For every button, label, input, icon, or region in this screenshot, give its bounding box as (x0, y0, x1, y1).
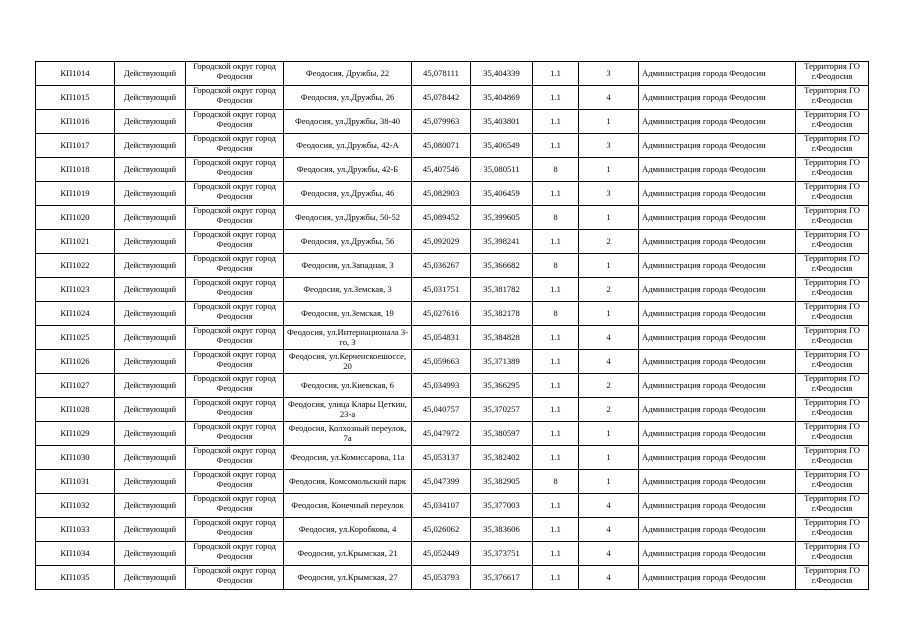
cell-id: КП1035 (36, 566, 115, 590)
cell-territory: Территория ГО г.Феодосия (796, 302, 869, 326)
cell-territory: Территория ГО г.Феодосия (796, 422, 869, 446)
cell-id: КП1021 (36, 230, 115, 254)
cell-place: Городской округ город Феодосия (186, 110, 284, 134)
cell-territory: Территория ГО г.Феодосия (796, 134, 869, 158)
cell-latitude: 45,053137 (412, 446, 471, 470)
cell-longitude: 35,399605 (471, 206, 533, 230)
cell-owner: Администрация города Феодосии (639, 134, 796, 158)
cell-address: Феодосия, ул.Дружбы, 46 (284, 182, 412, 206)
cell-territory: Территория ГО г.Феодосия (796, 158, 869, 182)
cell-status: Действующий (115, 254, 186, 278)
cell-longitude: 35,382178 (471, 302, 533, 326)
cell-owner: Администрация города Феодосии (639, 446, 796, 470)
table-row (36, 206, 869, 230)
cell-longitude: 35,403801 (471, 110, 533, 134)
cell-count: 4 (579, 494, 639, 518)
table-row (36, 182, 869, 206)
cell-territory: Территория ГО г.Феодосия (796, 206, 869, 230)
cell-count: 1 (579, 470, 639, 494)
cell-latitude: 45,079963 (412, 110, 471, 134)
cell-count: 4 (579, 518, 639, 542)
cell-code: 1.1 (533, 350, 579, 374)
cell-count: 1 (579, 446, 639, 470)
cell-latitude: 45,089452 (412, 206, 471, 230)
cell-code: 1.1 (533, 278, 579, 302)
cell-address: Феодосия, ул.Крымская, 27 (284, 566, 412, 590)
cell-latitude: 45,052449 (412, 542, 471, 566)
cell-owner: Администрация города Феодосии (639, 110, 796, 134)
cell-longitude: 35,383606 (471, 518, 533, 542)
cell-owner: Администрация города Феодосии (639, 158, 796, 182)
cell-latitude: 45,034993 (412, 374, 471, 398)
cell-status: Действующий (115, 230, 186, 254)
cell-place: Городской округ город Феодосия (186, 134, 284, 158)
cell-place: Городской округ город Феодосия (186, 566, 284, 590)
cell-place: Городской округ город Феодосия (186, 470, 284, 494)
cell-longitude: 35,382905 (471, 470, 533, 494)
cell-place: Городской округ город Феодосия (186, 302, 284, 326)
cell-latitude: 45,053793 (412, 566, 471, 590)
cell-code: 1.1 (533, 518, 579, 542)
cell-address: Феодосия, ул.Дружбы, 38-40 (284, 110, 412, 134)
cell-address: Феодосия, Колхозный переулок, 7а (284, 422, 412, 446)
table-row (36, 470, 869, 494)
cell-address: Феодосия, Конечный переулок (284, 494, 412, 518)
cell-code: 1.1 (533, 182, 579, 206)
cell-status: Действующий (115, 374, 186, 398)
cell-status: Действующий (115, 470, 186, 494)
cell-count: 1 (579, 254, 639, 278)
cell-code: 1.1 (533, 326, 579, 350)
cell-count: 2 (579, 374, 639, 398)
cell-territory: Территория ГО г.Феодосия (796, 494, 869, 518)
cell-owner: Администрация города Феодосии (639, 206, 796, 230)
cell-latitude: 45,034107 (412, 494, 471, 518)
cell-owner: Администрация города Феодосии (639, 62, 796, 86)
cell-place: Городской округ город Феодосия (186, 518, 284, 542)
cell-status: Действующий (115, 158, 186, 182)
cell-latitude: 45,031751 (412, 278, 471, 302)
cell-owner: Администрация города Феодосии (639, 182, 796, 206)
table-row (36, 230, 869, 254)
cell-status: Действующий (115, 182, 186, 206)
cell-territory: Территория ГО г.Феодосия (796, 86, 869, 110)
table-row (36, 518, 869, 542)
cell-owner: Администрация города Феодосии (639, 254, 796, 278)
cell-count: 2 (579, 278, 639, 302)
cell-territory: Территория ГО г.Феодосия (796, 398, 869, 422)
cell-owner: Администрация города Феодосии (639, 494, 796, 518)
cell-id: КП1026 (36, 350, 115, 374)
cell-status: Действующий (115, 518, 186, 542)
cell-owner: Администрация города Феодосии (639, 86, 796, 110)
table-row (36, 254, 869, 278)
cell-place: Городской округ город Феодосия (186, 446, 284, 470)
cell-code: 1.1 (533, 86, 579, 110)
cell-status: Действующий (115, 350, 186, 374)
cell-territory: Территория ГО г.Феодосия (796, 326, 869, 350)
cell-count: 3 (579, 134, 639, 158)
cell-id: КП1018 (36, 158, 115, 182)
cell-latitude: 45,092029 (412, 230, 471, 254)
cell-territory: Территория ГО г.Феодосия (796, 374, 869, 398)
cell-owner: Администрация города Феодосии (639, 278, 796, 302)
cell-id: КП1033 (36, 518, 115, 542)
cell-address: Феодосия, ул.Комиссарова, 11а (284, 446, 412, 470)
cell-count: 4 (579, 350, 639, 374)
cell-code: 1.1 (533, 422, 579, 446)
cell-id: КП1025 (36, 326, 115, 350)
cell-territory: Территория ГО г.Феодосия (796, 542, 869, 566)
cell-longitude: 35,373751 (471, 542, 533, 566)
cell-owner: Администрация города Феодосии (639, 398, 796, 422)
cell-code: 8 (533, 470, 579, 494)
table-row (36, 326, 869, 350)
cell-latitude: 45,059663 (412, 350, 471, 374)
cell-address: Феодосия, ул.Земская, 19 (284, 302, 412, 326)
cell-longitude: 35,406549 (471, 134, 533, 158)
table-row (36, 494, 869, 518)
cell-latitude: 45,047399 (412, 470, 471, 494)
cell-status: Действующий (115, 494, 186, 518)
table-row (36, 398, 869, 422)
cell-id: КП1032 (36, 494, 115, 518)
cell-address: Феодосия, ул.Дружбы, 50-52 (284, 206, 412, 230)
cell-status: Действующий (115, 302, 186, 326)
cell-place: Городской округ город Феодосия (186, 158, 284, 182)
cell-territory: Территория ГО г.Феодосия (796, 518, 869, 542)
cell-id: КП1024 (36, 302, 115, 326)
cell-code: 1.1 (533, 494, 579, 518)
cell-place: Городской округ город Феодосия (186, 182, 284, 206)
cell-count: 4 (579, 542, 639, 566)
cell-owner: Администрация города Феодосии (639, 326, 796, 350)
cell-place: Городской округ город Феодосия (186, 374, 284, 398)
cell-status: Действующий (115, 422, 186, 446)
cell-latitude: 45,407546 (412, 158, 471, 182)
registry-table (35, 61, 869, 590)
cell-count: 4 (579, 86, 639, 110)
cell-owner: Администрация города Феодосии (639, 518, 796, 542)
cell-code: 1.1 (533, 398, 579, 422)
cell-longitude: 35,080511 (471, 158, 533, 182)
cell-code: 1.1 (533, 542, 579, 566)
cell-id: КП1023 (36, 278, 115, 302)
table-row (36, 62, 869, 86)
cell-code: 1.1 (533, 566, 579, 590)
cell-id: КП1015 (36, 86, 115, 110)
cell-territory: Территория ГО г.Феодосия (796, 254, 869, 278)
cell-latitude: 45,047972 (412, 422, 471, 446)
cell-latitude: 45,078442 (412, 86, 471, 110)
cell-code: 1.1 (533, 62, 579, 86)
cell-status: Действующий (115, 326, 186, 350)
cell-place: Городской округ город Феодосия (186, 494, 284, 518)
cell-longitude: 35,371389 (471, 350, 533, 374)
cell-owner: Администрация города Феодосии (639, 470, 796, 494)
cell-longitude: 35,398241 (471, 230, 533, 254)
cell-count: 2 (579, 398, 639, 422)
table-row (36, 422, 869, 446)
cell-id: КП1019 (36, 182, 115, 206)
cell-address: Феодосия, ул.Крымская, 21 (284, 542, 412, 566)
cell-status: Действующий (115, 134, 186, 158)
table-row (36, 302, 869, 326)
cell-latitude: 45,026062 (412, 518, 471, 542)
cell-owner: Администрация города Феодосии (639, 542, 796, 566)
cell-latitude: 45,080071 (412, 134, 471, 158)
cell-address: Феодосия, ул.Коробкова, 4 (284, 518, 412, 542)
cell-territory: Территория ГО г.Феодосия (796, 350, 869, 374)
cell-territory: Территория ГО г.Феодосия (796, 278, 869, 302)
cell-place: Городской округ город Феодосия (186, 350, 284, 374)
cell-id: КП1034 (36, 542, 115, 566)
cell-longitude: 35,370257 (471, 398, 533, 422)
cell-code: 8 (533, 158, 579, 182)
cell-status: Действующий (115, 278, 186, 302)
cell-owner: Администрация города Феодосии (639, 302, 796, 326)
cell-owner: Администрация города Феодосии (639, 374, 796, 398)
table-row (36, 134, 869, 158)
cell-code: 1.1 (533, 134, 579, 158)
cell-territory: Территория ГО г.Феодосия (796, 182, 869, 206)
cell-latitude: 45,040757 (412, 398, 471, 422)
cell-longitude: 35,366295 (471, 374, 533, 398)
cell-territory: Территория ГО г.Феодосия (796, 62, 869, 86)
cell-longitude: 35,381782 (471, 278, 533, 302)
cell-address: Феодосия, Дружбы, 22 (284, 62, 412, 86)
cell-latitude: 45,027616 (412, 302, 471, 326)
document-page (35, 61, 869, 590)
cell-longitude: 35,366682 (471, 254, 533, 278)
cell-place: Городской округ город Феодосия (186, 326, 284, 350)
cell-owner: Администрация города Феодосии (639, 422, 796, 446)
cell-id: КП1029 (36, 422, 115, 446)
cell-latitude: 45,082903 (412, 182, 471, 206)
registry-table-body (36, 62, 869, 590)
cell-address: Феодосия, ул.Земская, 3 (284, 278, 412, 302)
cell-status: Действующий (115, 566, 186, 590)
cell-address: Феодосия, ул.Дружбы, 42-Б (284, 158, 412, 182)
cell-code: 1.1 (533, 374, 579, 398)
cell-count: 1 (579, 158, 639, 182)
cell-count: 1 (579, 206, 639, 230)
table-row (36, 374, 869, 398)
table-row (36, 566, 869, 590)
cell-latitude: 45,036267 (412, 254, 471, 278)
cell-territory: Территория ГО г.Феодосия (796, 446, 869, 470)
cell-count: 1 (579, 110, 639, 134)
cell-status: Действующий (115, 206, 186, 230)
cell-code: 8 (533, 254, 579, 278)
cell-id: КП1027 (36, 374, 115, 398)
cell-longitude: 35,380597 (471, 422, 533, 446)
table-row (36, 158, 869, 182)
cell-longitude: 35,376617 (471, 566, 533, 590)
cell-territory: Территория ГО г.Феодосия (796, 470, 869, 494)
cell-owner: Администрация города Феодосии (639, 230, 796, 254)
cell-place: Городской округ город Феодосия (186, 230, 284, 254)
table-row (36, 86, 869, 110)
cell-territory: Территория ГО г.Феодосия (796, 230, 869, 254)
cell-id: КП1030 (36, 446, 115, 470)
cell-count: 4 (579, 566, 639, 590)
cell-longitude: 35,404869 (471, 86, 533, 110)
cell-territory: Территория ГО г.Феодосия (796, 566, 869, 590)
cell-status: Действующий (115, 542, 186, 566)
table-row (36, 350, 869, 374)
cell-address: Феодосия, Комсомольский парк (284, 470, 412, 494)
cell-address: Феодосия, ул.Киевская, 6 (284, 374, 412, 398)
cell-latitude: 45,054831 (412, 326, 471, 350)
cell-place: Городской округ город Феодосия (186, 254, 284, 278)
cell-code: 8 (533, 206, 579, 230)
table-row (36, 542, 869, 566)
cell-address: Феодосия, ул.Дружбы, 42-А (284, 134, 412, 158)
cell-place: Городской округ город Феодосия (186, 206, 284, 230)
cell-count: 1 (579, 422, 639, 446)
cell-count: 3 (579, 182, 639, 206)
cell-id: КП1031 (36, 470, 115, 494)
cell-code: 1.1 (533, 110, 579, 134)
cell-place: Городской округ город Феодосия (186, 542, 284, 566)
cell-status: Действующий (115, 398, 186, 422)
table-row (36, 278, 869, 302)
cell-address: Феодосия, улица Клары Цеткин, 23-а (284, 398, 412, 422)
cell-longitude: 35,377003 (471, 494, 533, 518)
cell-count: 3 (579, 62, 639, 86)
cell-status: Действующий (115, 110, 186, 134)
cell-id: КП1017 (36, 134, 115, 158)
cell-id: КП1016 (36, 110, 115, 134)
cell-status: Действующий (115, 86, 186, 110)
cell-status: Действующий (115, 62, 186, 86)
cell-address: Феодосия, ул.Интернационала 3-го, 3 (284, 326, 412, 350)
cell-count: 1 (579, 302, 639, 326)
cell-id: КП1014 (36, 62, 115, 86)
cell-code: 1.1 (533, 230, 579, 254)
cell-place: Городской округ город Феодосия (186, 62, 284, 86)
cell-address: Феодосия, ул.Дружбы, 56 (284, 230, 412, 254)
table-row (36, 446, 869, 470)
cell-code: 1.1 (533, 446, 579, 470)
cell-code: 8 (533, 302, 579, 326)
cell-longitude: 35,406459 (471, 182, 533, 206)
cell-address: Феодосия, ул.Керченскоешоссе, 20 (284, 350, 412, 374)
cell-longitude: 35,382402 (471, 446, 533, 470)
cell-status: Действующий (115, 446, 186, 470)
cell-owner: Администрация города Феодосии (639, 566, 796, 590)
cell-address: Феодосия, ул.Западная, 3 (284, 254, 412, 278)
cell-territory: Территория ГО г.Феодосия (796, 110, 869, 134)
cell-place: Городской округ город Феодосия (186, 278, 284, 302)
cell-longitude: 35,384828 (471, 326, 533, 350)
cell-place: Городской округ город Феодосия (186, 422, 284, 446)
cell-id: КП1028 (36, 398, 115, 422)
cell-id: КП1022 (36, 254, 115, 278)
cell-count: 2 (579, 230, 639, 254)
table-row (36, 110, 869, 134)
cell-count: 4 (579, 326, 639, 350)
cell-place: Городской округ город Феодосия (186, 86, 284, 110)
cell-place: Городской округ город Феодосия (186, 398, 284, 422)
cell-owner: Администрация города Феодосии (639, 350, 796, 374)
cell-longitude: 35,404339 (471, 62, 533, 86)
cell-latitude: 45,078111 (412, 62, 471, 86)
cell-address: Феодосия, ул.Дружбы, 26 (284, 86, 412, 110)
cell-id: КП1020 (36, 206, 115, 230)
